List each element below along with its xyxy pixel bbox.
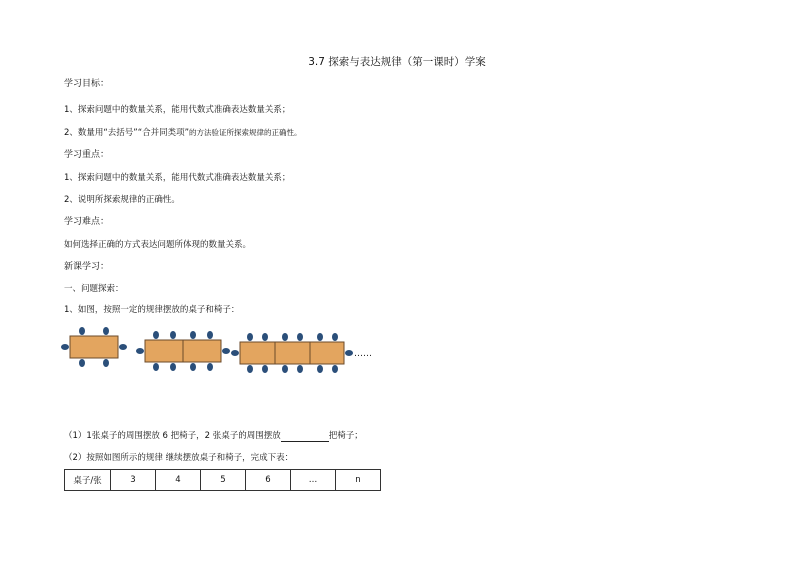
table-cell: 6: [246, 470, 291, 491]
answer-blank[interactable]: [281, 432, 329, 442]
table-row: [65, 470, 381, 491]
tables-count-table: [64, 469, 381, 491]
sub-question-1-part-a: （1）1张桌子的周围摆放 6 把椅子，2 张桌子的周围摆放: [64, 431, 281, 441]
goal-2: [64, 127, 302, 139]
figure-ellipsis: ……: [354, 349, 372, 359]
difficulty-heading: 学习难点：: [64, 217, 110, 227]
focus-2: 2、说明所探索规律的正确性。: [64, 195, 180, 205]
table-cell: n: [336, 470, 381, 491]
question-1: 1、如图，按照一定的规律摆放的桌子和椅子：: [64, 305, 240, 315]
table-cell: 5: [201, 470, 246, 491]
goal-2-part-a: 2、数量用“去括号”“合并同类项”: [64, 128, 190, 138]
table-cell: 3: [111, 470, 156, 491]
sub-question-1-part-b: 把椅子；: [328, 431, 363, 441]
focus-heading: 学习重点：: [64, 150, 110, 160]
arrangement-2-tables: [136, 331, 230, 371]
goal-2-part-b: 的方法验证所探索规律的正确性。: [189, 128, 302, 137]
table-cell: …: [291, 470, 336, 491]
difficulty-1: 如何选择正确的方式表达问题所体现的数量关系。: [64, 240, 252, 250]
arrangement-1-table: [61, 327, 127, 367]
goals-heading: 学习目标：: [64, 79, 110, 89]
tables-and-chairs-figure: [60, 318, 380, 378]
table-cell-header: 桌子/张: [65, 470, 111, 491]
arrangement-3-tables: [231, 333, 353, 373]
sub-question-1: [64, 430, 363, 442]
part1-heading: 一、问题探索：: [64, 284, 124, 294]
goal-1: 1、探索问题中的数量关系，能用代数式准确表达数量关系；: [64, 105, 291, 115]
page-title: 3.7 探索与表达规律（第一课时）学案: [308, 56, 486, 68]
table-cell: 4: [156, 470, 201, 491]
sub-question-2: （2）按照如图所示的规律 继续摆放桌子和椅子，完成下表：: [64, 453, 294, 463]
focus-1: 1、探索问题中的数量关系，能用代数式准确表达数量关系；: [64, 173, 291, 183]
new-lesson-heading: 新课学习：: [64, 262, 110, 272]
